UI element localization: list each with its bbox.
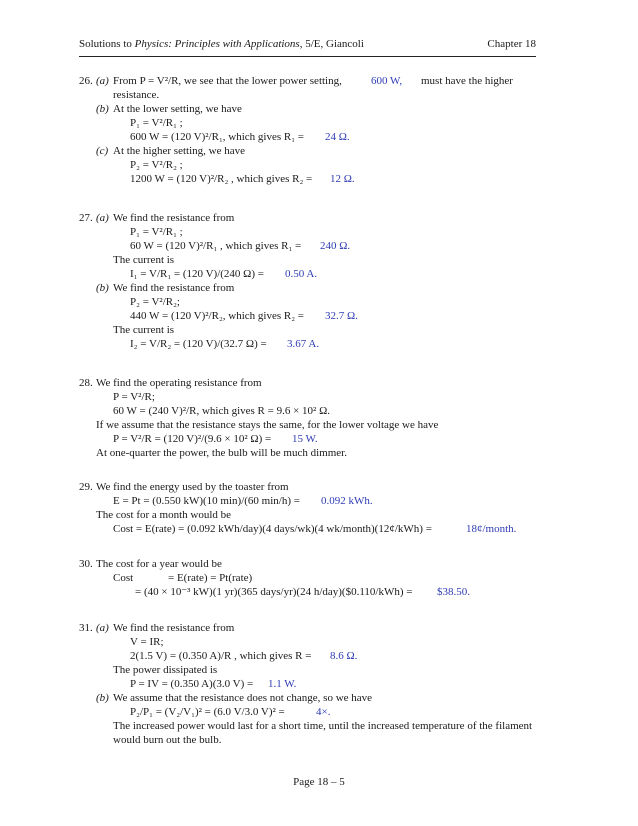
- equation: 60 W = (120 V)²/R₁ , which gives R₁ =: [130, 240, 302, 252]
- equation: 2(1.5 V) = (0.350 A)/R , which gives R =: [130, 650, 312, 662]
- problem-number: 30.: [79, 558, 93, 570]
- text-line: must have the higher: [421, 75, 513, 87]
- text-line: would burn out the bulb.: [113, 734, 222, 746]
- text-line: The power dissipated is: [113, 664, 218, 676]
- answer: 32.7 Ω.: [325, 310, 358, 322]
- equation: Cost = E(rate) = (0.092 kWh/day)(4 days/wk)(4 wk/month)(12¢/kWh) =: [113, 523, 432, 535]
- text-line: The cost for a year would be: [96, 558, 222, 570]
- problem-number: 26.: [79, 75, 93, 87]
- header-title-suffix: , 5/E, Giancoli: [299, 38, 364, 50]
- equation: 440 W = (120 V)²/R₂, which gives R₂ =: [130, 310, 305, 322]
- answer: 12 Ω.: [330, 173, 355, 185]
- equation: P₁ = V²/R₁ ;: [130, 117, 183, 129]
- equation: P₂ = V²/R₂;: [130, 296, 180, 308]
- part-label: (a): [96, 212, 109, 224]
- equation: P = IV = (0.350 A)(3.0 V) =: [130, 678, 254, 690]
- answer: 0.092 kWh.: [321, 495, 373, 507]
- text-line: We assume that the resistance does not change, so we have: [113, 692, 373, 704]
- equation: P = V²/R = (120 V)²/(9.6 × 10² Ω) =: [113, 433, 272, 445]
- text-line: We find the resistance from: [113, 212, 235, 224]
- header-chapter: Chapter 18: [487, 38, 536, 50]
- text-line: The cost for a month would be: [96, 509, 232, 521]
- text-line: From P = V²/R, we see that the lower power setting,: [113, 75, 342, 87]
- equation: = (40 × 10⁻³ kW)(1 yr)(365 days/yr)(24 h/day)($0.110/kWh) =: [135, 586, 413, 598]
- text-line: If we assume that the resistance stays the same, for the lower voltage we have: [96, 419, 439, 431]
- text-line: The current is: [113, 324, 175, 336]
- answer: 24 Ω.: [325, 131, 350, 143]
- equation: P₁ = V²/R₁ ;: [130, 226, 183, 238]
- header-rule: [79, 56, 536, 57]
- equation: 1200 W = (120 V)²/R₂ , which gives R₂ =: [130, 173, 313, 185]
- text-line: At one-quarter the power, the bulb will be much dimmer.: [96, 447, 347, 459]
- answer: 3.67 A.: [287, 338, 320, 350]
- answer: $38.50.: [437, 586, 470, 598]
- answer: 1.1 W.: [268, 678, 297, 690]
- text-line: We find the resistance from: [113, 622, 235, 634]
- equation: I₂ = V/R₂ = (120 V)/(32.7 Ω) =: [130, 338, 267, 350]
- answer: 4×.: [316, 706, 331, 718]
- text-line: resistance.: [113, 89, 160, 101]
- part-label: (b): [96, 282, 109, 294]
- header-book-title: Physics: Principles with Applications: [134, 38, 300, 50]
- answer: 600 W,: [371, 75, 403, 87]
- answer: 15 W.: [292, 433, 318, 445]
- text-line: At the lower setting, we have: [113, 103, 242, 115]
- equation: I₁ = V/R₁ = (120 V)/(240 Ω) =: [130, 268, 264, 280]
- running-header: [79, 38, 536, 54]
- header-title: [79, 38, 364, 50]
- answer: 240 Ω.: [320, 240, 351, 252]
- problem-number: 28.: [79, 377, 93, 389]
- answer: 8.6 Ω.: [330, 650, 358, 662]
- text-line: We find the operating resistance from: [96, 377, 262, 389]
- header-title-prefix: Solutions to: [79, 38, 135, 50]
- equation: = E(rate) = Pt(rate): [168, 572, 253, 584]
- equation: P = V²/R;: [113, 391, 155, 403]
- text-line: We find the energy used by the toaster from: [96, 481, 289, 493]
- part-label: (b): [96, 103, 109, 115]
- answer: 0.50 A.: [285, 268, 318, 280]
- equation-label: Cost: [113, 572, 134, 584]
- equation: V = IR;: [130, 636, 164, 648]
- equation: 600 W = (120 V)²/R₁, which gives R₁ =: [130, 131, 305, 143]
- part-label: (c): [96, 145, 109, 157]
- equation: P₂/P₁ = (V₂/V₁)² = (6.0 V/3.0 V)² =: [130, 706, 285, 718]
- equation: E = Pt = (0.550 kW)(10 min)/(60 min/h) =: [113, 495, 300, 507]
- part-label: (b): [96, 692, 109, 704]
- equation: 60 W = (240 V)²/R, which gives R = 9.6 × 10² Ω.: [113, 405, 331, 417]
- problem-number: 31.: [79, 622, 93, 634]
- equation: P₂ = V²/R₂ ;: [130, 159, 183, 171]
- problem-number: 29.: [79, 481, 93, 493]
- part-label: (a): [96, 622, 109, 634]
- problem-number: 27.: [79, 212, 93, 224]
- answer: 18¢/month.: [466, 523, 517, 535]
- text-line: The current is: [113, 254, 175, 266]
- page-footer: Page 18 – 5: [293, 776, 345, 788]
- text-line: The increased power would last for a short time, until the increased temperature of the filament: [113, 720, 533, 732]
- text-line: We find the resistance from: [113, 282, 235, 294]
- text-line: At the higher setting, we have: [113, 145, 245, 157]
- part-label: (a): [96, 75, 109, 87]
